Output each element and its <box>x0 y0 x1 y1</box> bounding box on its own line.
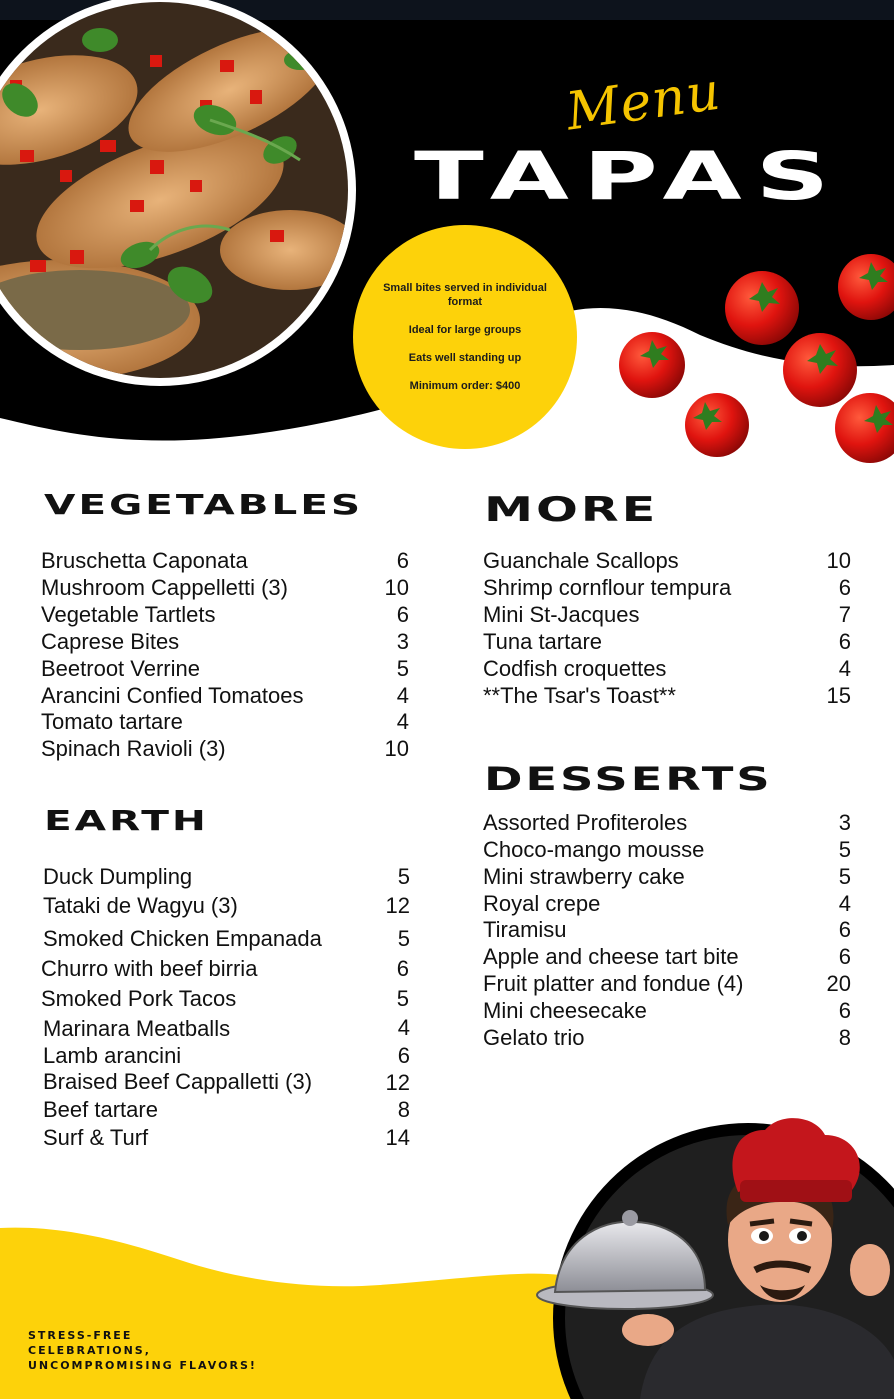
menu-item-name: Royal crepe <box>483 891 601 916</box>
menu-item-name: Codfish croquettes <box>483 656 667 681</box>
menu-item-price: 6 <box>838 917 851 942</box>
menu-item-price: 4 <box>838 891 851 916</box>
menu-item-price: 6 <box>838 998 851 1023</box>
menu-item-price: 10 <box>384 736 409 761</box>
menu-item-price: 5 <box>838 837 851 862</box>
footer-yellow-wave <box>0 1228 600 1399</box>
menu-item-name: Assorted Profiteroles <box>483 810 688 835</box>
menu-item-price: 10 <box>384 575 409 600</box>
menu-item-name: Mini strawberry cake <box>483 864 685 889</box>
menu-item-name: Caprese Bites <box>41 629 180 654</box>
menu-item-price: 3 <box>396 629 409 654</box>
menu-script-title: Menu <box>562 61 725 143</box>
menu-item-price: 4 <box>396 709 409 734</box>
tagline-line: UNCOMPROMISING FLAVORS! <box>28 1359 257 1372</box>
menu-item-name: Arancini Confied Tomatoes <box>41 683 304 708</box>
menu-item-price: 15 <box>826 683 851 708</box>
section-title-vegetables: VEGETABLES <box>44 488 363 521</box>
menu-item-name: Braised Beef Cappalletti (3) <box>43 1069 313 1094</box>
info-circle <box>353 225 577 449</box>
chef-illustration <box>537 1118 894 1399</box>
menu-item-name: Smoked Pork Tacos <box>41 986 237 1011</box>
menu-item-name: Apple and cheese tart bite <box>483 944 739 969</box>
menu-item-price: 12 <box>385 893 410 918</box>
info-line: Minimum order: $400 <box>409 380 521 392</box>
menu-item-price: 6 <box>397 1043 410 1068</box>
menu-item-name: Spinach Ravioli (3) <box>41 736 226 761</box>
menu-item-name: Tiramisu <box>483 917 567 942</box>
menu-item-name: Lamb arancini <box>43 1043 182 1068</box>
menu-item-price: 14 <box>385 1125 410 1150</box>
menu-item-price: 6 <box>838 575 851 600</box>
menu-item-name: Marinara Meatballs <box>43 1016 231 1041</box>
menu-item-name: Smoked Chicken Empanada <box>43 926 322 951</box>
menu-item-price: 5 <box>396 656 409 681</box>
tagline-line: CELEBRATIONS, <box>28 1344 151 1357</box>
menu-item-name: Guanchale Scallops <box>483 548 679 573</box>
menu-item-price: 20 <box>826 971 851 996</box>
menu-item-price: 6 <box>838 944 851 969</box>
menu-item-name: Vegetable Tartlets <box>41 602 216 627</box>
menu-item-name: Gelato trio <box>483 1025 585 1050</box>
menu-item-price: 5 <box>397 926 410 951</box>
menu-item-price: 3 <box>838 810 851 835</box>
menu-item-price: 5 <box>838 864 851 889</box>
menu-item-name: Mini cheesecake <box>483 998 647 1023</box>
menu-item-name: Mini St-Jacques <box>483 602 640 627</box>
footer-tagline <box>28 1328 257 1373</box>
menu-item-price: 6 <box>396 956 409 981</box>
menu-item-price: 7 <box>838 602 851 627</box>
info-line: Ideal for large groups <box>408 324 522 336</box>
menu-item-price: 4 <box>838 656 851 681</box>
info-line: Eats well standing up <box>408 352 522 364</box>
menu-item-price: 8 <box>397 1097 410 1122</box>
menu-item-name: Mushroom Cappelletti (3) <box>41 575 288 600</box>
info-line: Small bites served in individual format <box>383 282 547 308</box>
menu-item-price: 4 <box>396 683 409 708</box>
menu-item-name: Tataki de Wagyu (3) <box>43 893 238 918</box>
section-title-desserts: DESSERTS <box>484 760 773 798</box>
menu-item-price: 6 <box>838 629 851 654</box>
menu-item-name: Shrimp cornflour tempura <box>483 575 732 600</box>
menu-item-price: 5 <box>397 864 410 889</box>
menu-item-name: **The Tsar's Toast** <box>483 683 676 708</box>
menu-item-name: Tomato tartare <box>41 709 183 734</box>
menu-item-name: Bruschetta Caponata <box>41 548 248 573</box>
menu-item-price: 8 <box>838 1025 851 1050</box>
menu-item-price: 6 <box>396 548 409 573</box>
menu-item-price: 6 <box>396 602 409 627</box>
menu-item-name: Churro with beef birria <box>41 956 258 981</box>
section-title-earth: EARTH <box>44 804 209 837</box>
menu-item-name: Beetroot Verrine <box>41 656 200 681</box>
menu-item-name: Tuna tartare <box>483 629 603 654</box>
menu-item-price: 12 <box>385 1070 410 1095</box>
menu-item-name: Choco-mango mousse <box>483 837 705 862</box>
menu-item-name: Surf & Turf <box>43 1125 149 1150</box>
tagline-line: STRESS-FREE <box>28 1329 133 1342</box>
menu-item-name: Duck Dumpling <box>43 864 193 889</box>
menu-item-name: Fruit platter and fondue (4) <box>483 971 744 996</box>
menu-item-name: Beef tartare <box>43 1097 158 1122</box>
menu-item-price: 10 <box>826 548 851 573</box>
section-title-more: MORE <box>484 490 659 530</box>
menu-item-price: 4 <box>397 1015 410 1040</box>
menu-item-price: 5 <box>396 986 409 1011</box>
tapas-title: TAPAS <box>414 138 844 215</box>
